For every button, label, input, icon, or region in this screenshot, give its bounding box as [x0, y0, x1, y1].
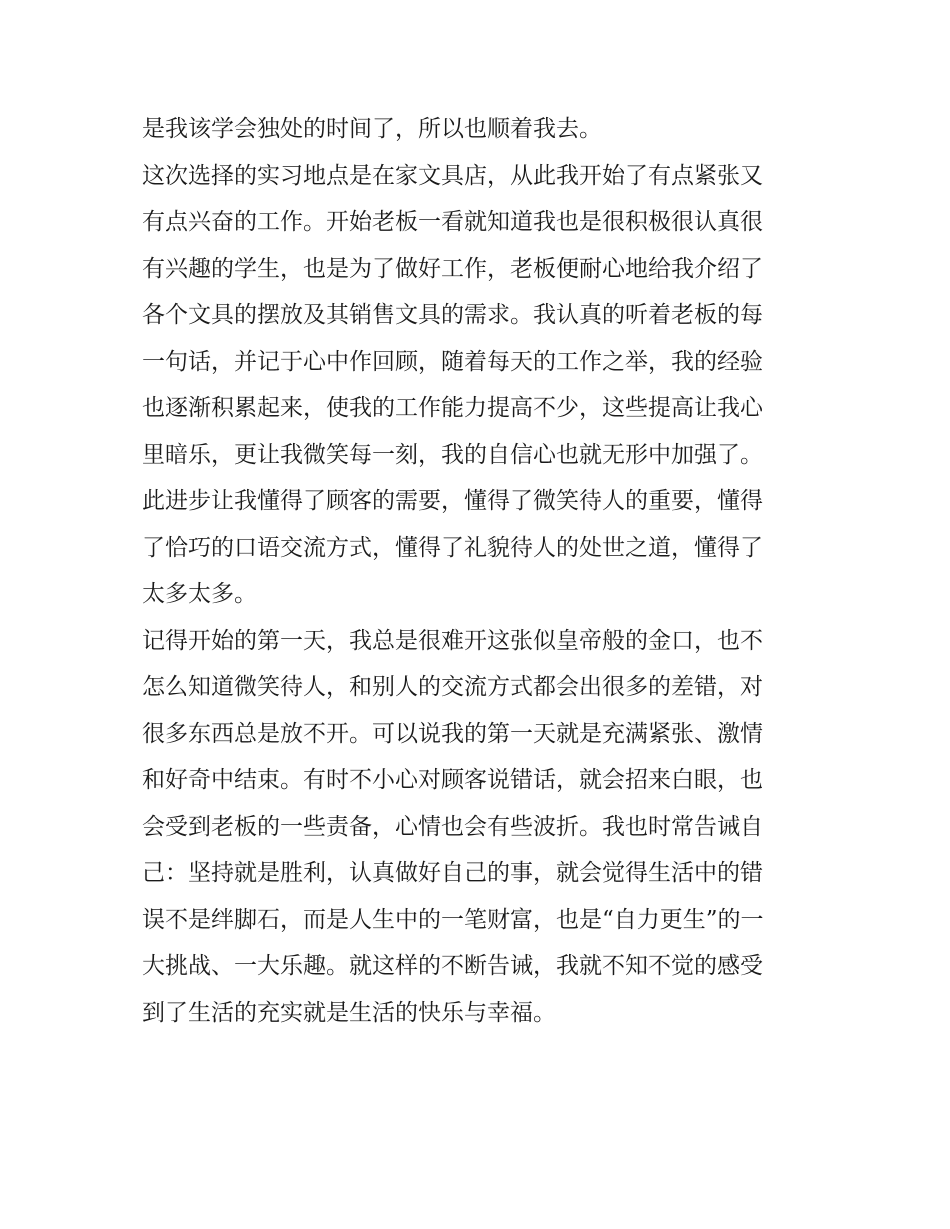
text-line: 很多东西总是放不开。可以说我的第一天就是充满紧张、激情 — [142, 720, 763, 747]
text-line: 会受到老板的一些责备，心情也会有些波折。我也时常告诫自 — [142, 813, 763, 840]
text-line: 里暗乐，更让我微笑每一刻，我的自信心也就无形中加强了。 — [142, 441, 763, 468]
text-line: 此进步让我懂得了顾客的需要，懂得了微笑待人的重要，懂得 — [142, 488, 763, 514]
document-body-text — [142, 106, 814, 1036]
text-line: 误不是绊脚石，而是人生中的一笔财富，也是“自力更生”的一 — [142, 906, 764, 933]
text-line: 和好奇中结束。有时不小心对顾客说错话，就会招来白眼，也 — [142, 767, 763, 793]
text-line: 一句话，并记于心中作回顾，随着每天的工作之举，我的经验 — [142, 348, 763, 375]
text-line: 有点兴奋的工作。开始老板一看就知道我也是很积极很认真很 — [142, 209, 763, 235]
text-line: 也逐渐积累起来，使我的工作能力提高不少，这些提高让我心 — [142, 395, 763, 421]
text-line: 有兴趣的学生，也是为了做好工作，老板便耐心地给我介绍了 — [142, 255, 763, 282]
text-line: 了恰巧的口语交流方式，懂得了礼貌待人的处世之道，懂得了 — [142, 534, 763, 561]
text-line: 是我该学会独处的时间了，所以也顺着我去。 — [142, 116, 602, 142]
text-line: 记得开始的第一天，我总是很难开这张似皇帝般的金口，也不 — [142, 627, 763, 654]
text-line: 己：坚持就是胜利，认真做好自己的事，就会觉得生活中的错 — [142, 860, 763, 886]
text-line: 到了生活的充实就是生活的快乐与幸福。 — [142, 999, 556, 1026]
text-line: 各个文具的摆放及其销售文具的需求。我认真的听着老板的每 — [142, 302, 763, 328]
text-line: 太多太多。 — [142, 581, 257, 607]
text-line: 这次选择的实习地点是在家文具店，从此我开始了有点紧张又 — [142, 162, 763, 189]
text-line: 大挑战、一大乐趣。就这样的不断告诫，我就不知不觉的感受 — [142, 953, 763, 979]
text-line: 怎么知道微笑待人，和别人的交流方式都会出很多的差错，对 — [142, 674, 763, 700]
